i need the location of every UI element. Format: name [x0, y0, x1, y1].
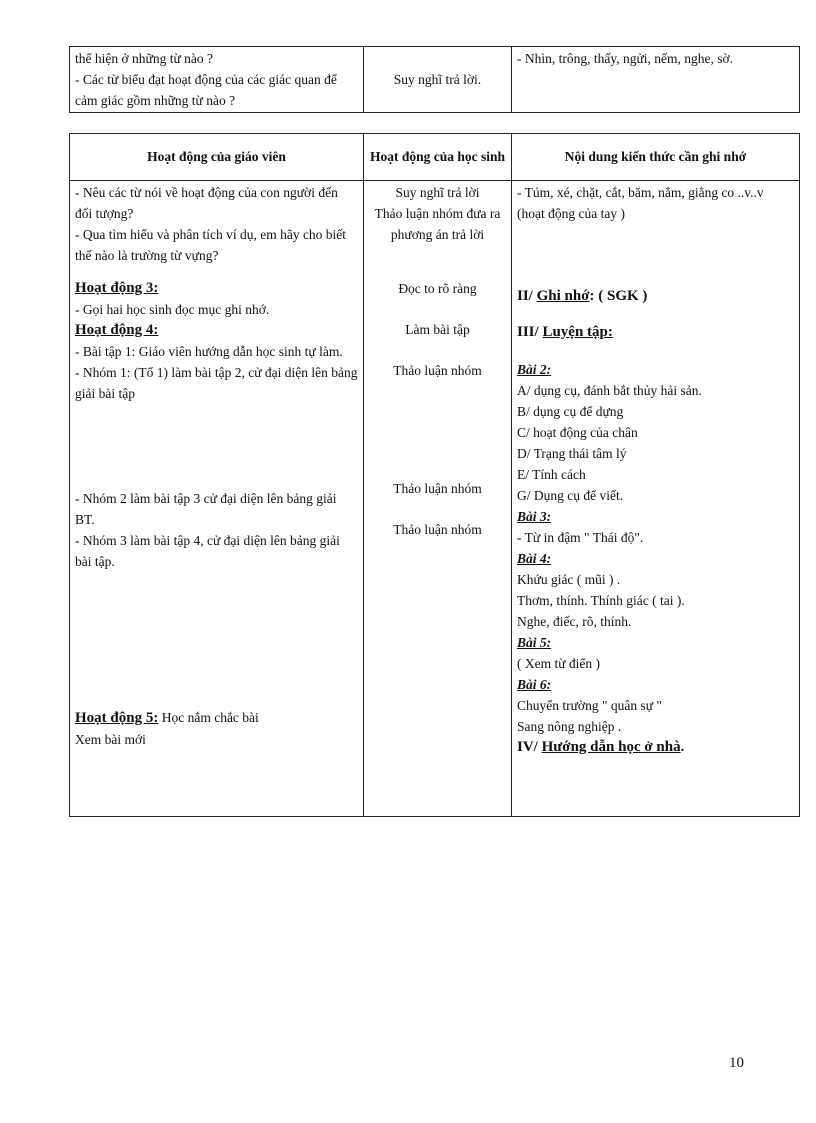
hd4-title: Hoạt động 4: — [75, 322, 159, 338]
section-luyen-tap — [517, 322, 794, 343]
student-column — [364, 181, 512, 817]
bai2-line-c: C/ hoạt động của chân — [517, 425, 638, 440]
hd5-text2: Xem bài mới — [75, 732, 146, 747]
bai6-line-2: Sang nông nghiệp . — [517, 719, 622, 734]
header-row — [70, 134, 800, 181]
continued-line-1: thể hiện ở những từ nào ? — [75, 51, 213, 66]
continued-line-2: - Các từ biểu đạt hoạt động của các giác quan để cảm giác gồm những từ nào ? — [75, 72, 337, 108]
sec4-title: Hướng dẫn học ở nhà — [541, 739, 681, 755]
header-student: Hoạt động của học sinh — [364, 134, 512, 181]
content-c1: - Túm, xé, chặt, cắt, băm, nắm, giằng co ..v..v (hoạt động của tay ) — [517, 185, 764, 221]
bai2-line-e: E/ Tính cách — [517, 467, 586, 482]
section-huong-dan — [517, 737, 794, 758]
hd5-title: Hoạt động 5: — [75, 710, 159, 726]
bai3-text: - Từ in đậm " Thái độ". — [517, 530, 644, 545]
bai5-title: Bài 5: — [517, 635, 552, 650]
bai2-line-g: G/ Dụng cụ để viết. — [517, 488, 624, 503]
sec4-num: IV/ — [517, 739, 538, 755]
hd4-n3: - Nhóm 3 làm bài tập 4, cử đại diện lên bảng giải bài tập. — [75, 533, 340, 569]
section-ghi-nho — [517, 286, 794, 307]
student-s3: Đọc to rõ ràng — [398, 281, 477, 296]
bai2-line-d: D/ Trạng thái tâm lý — [517, 446, 627, 461]
hd4-bt1: - Bài tập 1: Giáo viên hướng dẫn học sinh tự làm. — [75, 344, 343, 359]
bai4-line-3: Nghe, điếc, rõ, thính. — [517, 614, 632, 629]
bai5-text: ( Xem từ điển ) — [517, 656, 601, 671]
hd3-title: Hoạt động 3: — [75, 280, 159, 296]
bai4-title: Bài 4: — [517, 551, 552, 566]
continued-table — [69, 46, 800, 113]
bai4-line-1: Khứu giác ( mũi ) . — [517, 572, 621, 587]
sec3-title: Luyện tập: — [542, 324, 613, 340]
teacher-q2: - Qua tìm hiểu và phân tích ví dụ, em hãy cho biết thế nào là trường từ vựng? — [75, 227, 347, 263]
sec4-rest: . — [680, 739, 685, 755]
lesson-table — [69, 133, 800, 817]
continued-teacher-cell — [70, 47, 364, 113]
content-column — [512, 181, 800, 817]
hd3-text: - Gọi hai học sinh đọc mục ghi nhớ. — [75, 302, 270, 317]
bai2-line-a: A/ dụng cụ, đánh bắt thủy hải sản. — [517, 383, 702, 398]
hd5-text: Học nắm chắc bài — [161, 710, 259, 725]
teacher-column — [70, 181, 364, 817]
hd4-n2: - Nhóm 2 làm bài tập 3 cử đại diện lên bảng giải BT. — [75, 491, 337, 527]
hd4-n1: - Nhóm 1: (Tổ 1) làm bài tập 2, cử đại diện lên bảng giải bài tập — [75, 365, 358, 401]
sec2-title: Ghi nhớ — [536, 288, 590, 304]
student-s6: Thảo luận nhóm — [393, 481, 482, 496]
sec2-num: II/ — [517, 288, 533, 304]
bai6-title: Bài 6: — [517, 677, 552, 692]
header-teacher: Hoạt động của giáo viên — [70, 134, 364, 181]
hd5-line — [75, 707, 358, 729]
student-s2: Thảo luận nhóm đưa ra phương án trả lời — [374, 206, 501, 242]
student-s5: Thảo luận nhóm — [393, 363, 482, 378]
bai4-line-2: Thơm, thính. Thính giác ( tai ). — [517, 593, 685, 608]
sec3-num: III/ — [517, 324, 539, 340]
student-s4: Làm bài tập — [405, 322, 470, 337]
bai6-line-1: Chuyển trường " quân sự " — [517, 698, 662, 713]
header-content: Nội dung kiến thức cần ghi nhớ — [512, 134, 800, 181]
continued-student-cell: Suy nghĩ trả lời. — [364, 47, 512, 113]
sec2-rest: : ( SGK ) — [589, 288, 648, 304]
student-s7: Thảo luận nhóm — [393, 522, 482, 537]
student-s1: Suy nghĩ trả lời — [395, 185, 480, 200]
body-row — [70, 181, 800, 817]
page-number: 10 — [729, 1055, 744, 1071]
continued-content-cell: - Nhìn, trông, thấy, ngửi, nếm, nghe, sờ. — [512, 47, 800, 113]
bai2-title: Bài 2: — [517, 362, 552, 377]
bai3-title: Bài 3: — [517, 509, 552, 524]
bai2-line-b: B/ dụng cụ để dựng — [517, 404, 624, 419]
teacher-q1: - Nêu các từ nói về hoạt động của con người đến đối tượng? — [75, 185, 338, 221]
